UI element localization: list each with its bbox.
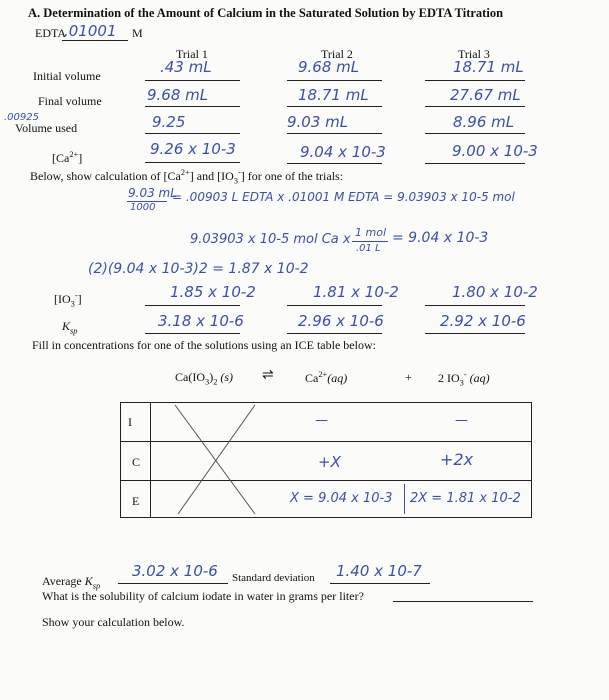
edta-underline	[62, 40, 128, 41]
io3-trial-1: 1.85 x 10-2	[170, 283, 256, 301]
calc-line-1: = .00903 L EDTA x .01001 M EDTA = 9.03903 x 10-5 mol	[172, 190, 515, 204]
ice-product-2: 2 $IO_3^-$ (aq)	[438, 370, 490, 388]
calc-line-2: 9.03903 x 10-5 mol Ca x	[190, 232, 351, 247]
ksp-trial-1: 3.18 x 10-6	[158, 312, 244, 330]
initial-trial-3: 18.71 mL	[453, 58, 524, 76]
ice-reactant: $Ca(IO_3)_2$ (s)	[175, 370, 234, 387]
ice-row-e: E	[132, 494, 140, 508]
ice-e-ca: X = 9.04 x 10-3	[290, 491, 393, 506]
calc-frac-bottom: 1000	[130, 202, 156, 213]
calc-line-2-frac-bottom: .01 L	[356, 243, 381, 254]
calc-frac-top: 9.03 mL	[128, 186, 177, 200]
ice-i-ca: —	[315, 413, 328, 428]
ice-e-io3: 2X = 1.81 x 10-2	[410, 491, 521, 506]
ca-trial-3: 9.00 x 10-3	[452, 142, 538, 160]
initial-trial-2: 9.68 mL	[298, 58, 360, 76]
used-trial-1: 9.25	[152, 113, 186, 131]
io3-label: $[IO_3^-]$	[54, 291, 82, 309]
ca-trial-2: 9.04 x 10-3	[300, 143, 386, 161]
ice-arrow: ⇌	[262, 368, 274, 383]
trial-3-header: Trial 3	[458, 47, 490, 61]
show-calculation: Show your calculation below.	[42, 615, 185, 629]
edta-unit: M	[132, 26, 143, 40]
calc-line-2-frac-top: 1 mol	[355, 226, 386, 239]
solubility-question: What is the solubility of calcium iodate in water in grams per liter?	[42, 589, 364, 603]
ca-trial-1: 9.26 x 10-3	[150, 140, 236, 158]
std-dev-value: 1.40 x 10-7	[336, 562, 422, 580]
row-label-used: Volume used	[15, 121, 78, 135]
ice-c-ca: +X	[318, 453, 341, 471]
final-trial-1: 9.68 mL	[147, 86, 209, 104]
edta-value: .01001	[64, 22, 117, 40]
edta-label: EDTA	[35, 26, 67, 40]
row-label-initial: Initial volume	[33, 69, 101, 83]
io3-trial-3: 1.80 x 10-2	[452, 283, 538, 301]
section-title: A. Determination of the Amount of Calcium in the Saturated Solution by EDTA Titration	[28, 6, 504, 20]
trial-1-header: Trial 1	[176, 47, 208, 61]
ice-i-io3: —	[455, 413, 468, 428]
ice-product-1: $Ca^{2+}(aq)$	[305, 370, 348, 385]
ksp-label: $K_{sp}$	[62, 319, 78, 336]
crossed-out-solid-column	[170, 402, 270, 518]
ice-row-c: C	[132, 455, 141, 469]
ice-c-io3: +2x	[440, 450, 474, 469]
average-ksp-value: 3.02 x 10-6	[132, 562, 218, 580]
final-trial-2: 18.71 mL	[298, 86, 369, 104]
average-ksp-label: Average $K_{sp}$	[42, 574, 101, 591]
calc-line-2-result: = 9.04 x 10-3	[392, 230, 489, 246]
ksp-trial-2: 2.96 x 10-6	[298, 312, 384, 330]
solubility-answer-blank	[393, 601, 533, 602]
calc-line-3: (2)(9.04 x 10-3)2 = 1.87 x 10-2	[88, 261, 309, 277]
used-trial-3: 8.96 mL	[453, 113, 515, 131]
row-label-ca: $[Ca^{2+}]$	[52, 150, 83, 165]
io3-trial-2: 1.81 x 10-2	[313, 283, 399, 301]
used-trial-2: 9.03 mL	[287, 113, 349, 131]
final-trial-3: 27.67 mL	[450, 86, 521, 104]
ksp-trial-3: 2.92 x 10-6	[440, 312, 526, 330]
ice-plus: +	[405, 370, 412, 384]
ice-row-i: I	[128, 415, 132, 429]
ice-instruction: Fill in concentrations for one of the solutions using an ICE table below:	[32, 338, 376, 352]
row-label-final: Final volume	[38, 94, 102, 108]
below-instruction: Below, show calculation of $[Ca^{2+}]$ and $[IO_3^-]$ for one of the trials:	[30, 168, 344, 186]
initial-trial-1: .43 mL	[160, 58, 212, 76]
margin-note: .00925	[4, 112, 39, 123]
std-dev-label: Standard deviation	[232, 572, 315, 584]
trial-2-header: Trial 2	[321, 47, 353, 61]
